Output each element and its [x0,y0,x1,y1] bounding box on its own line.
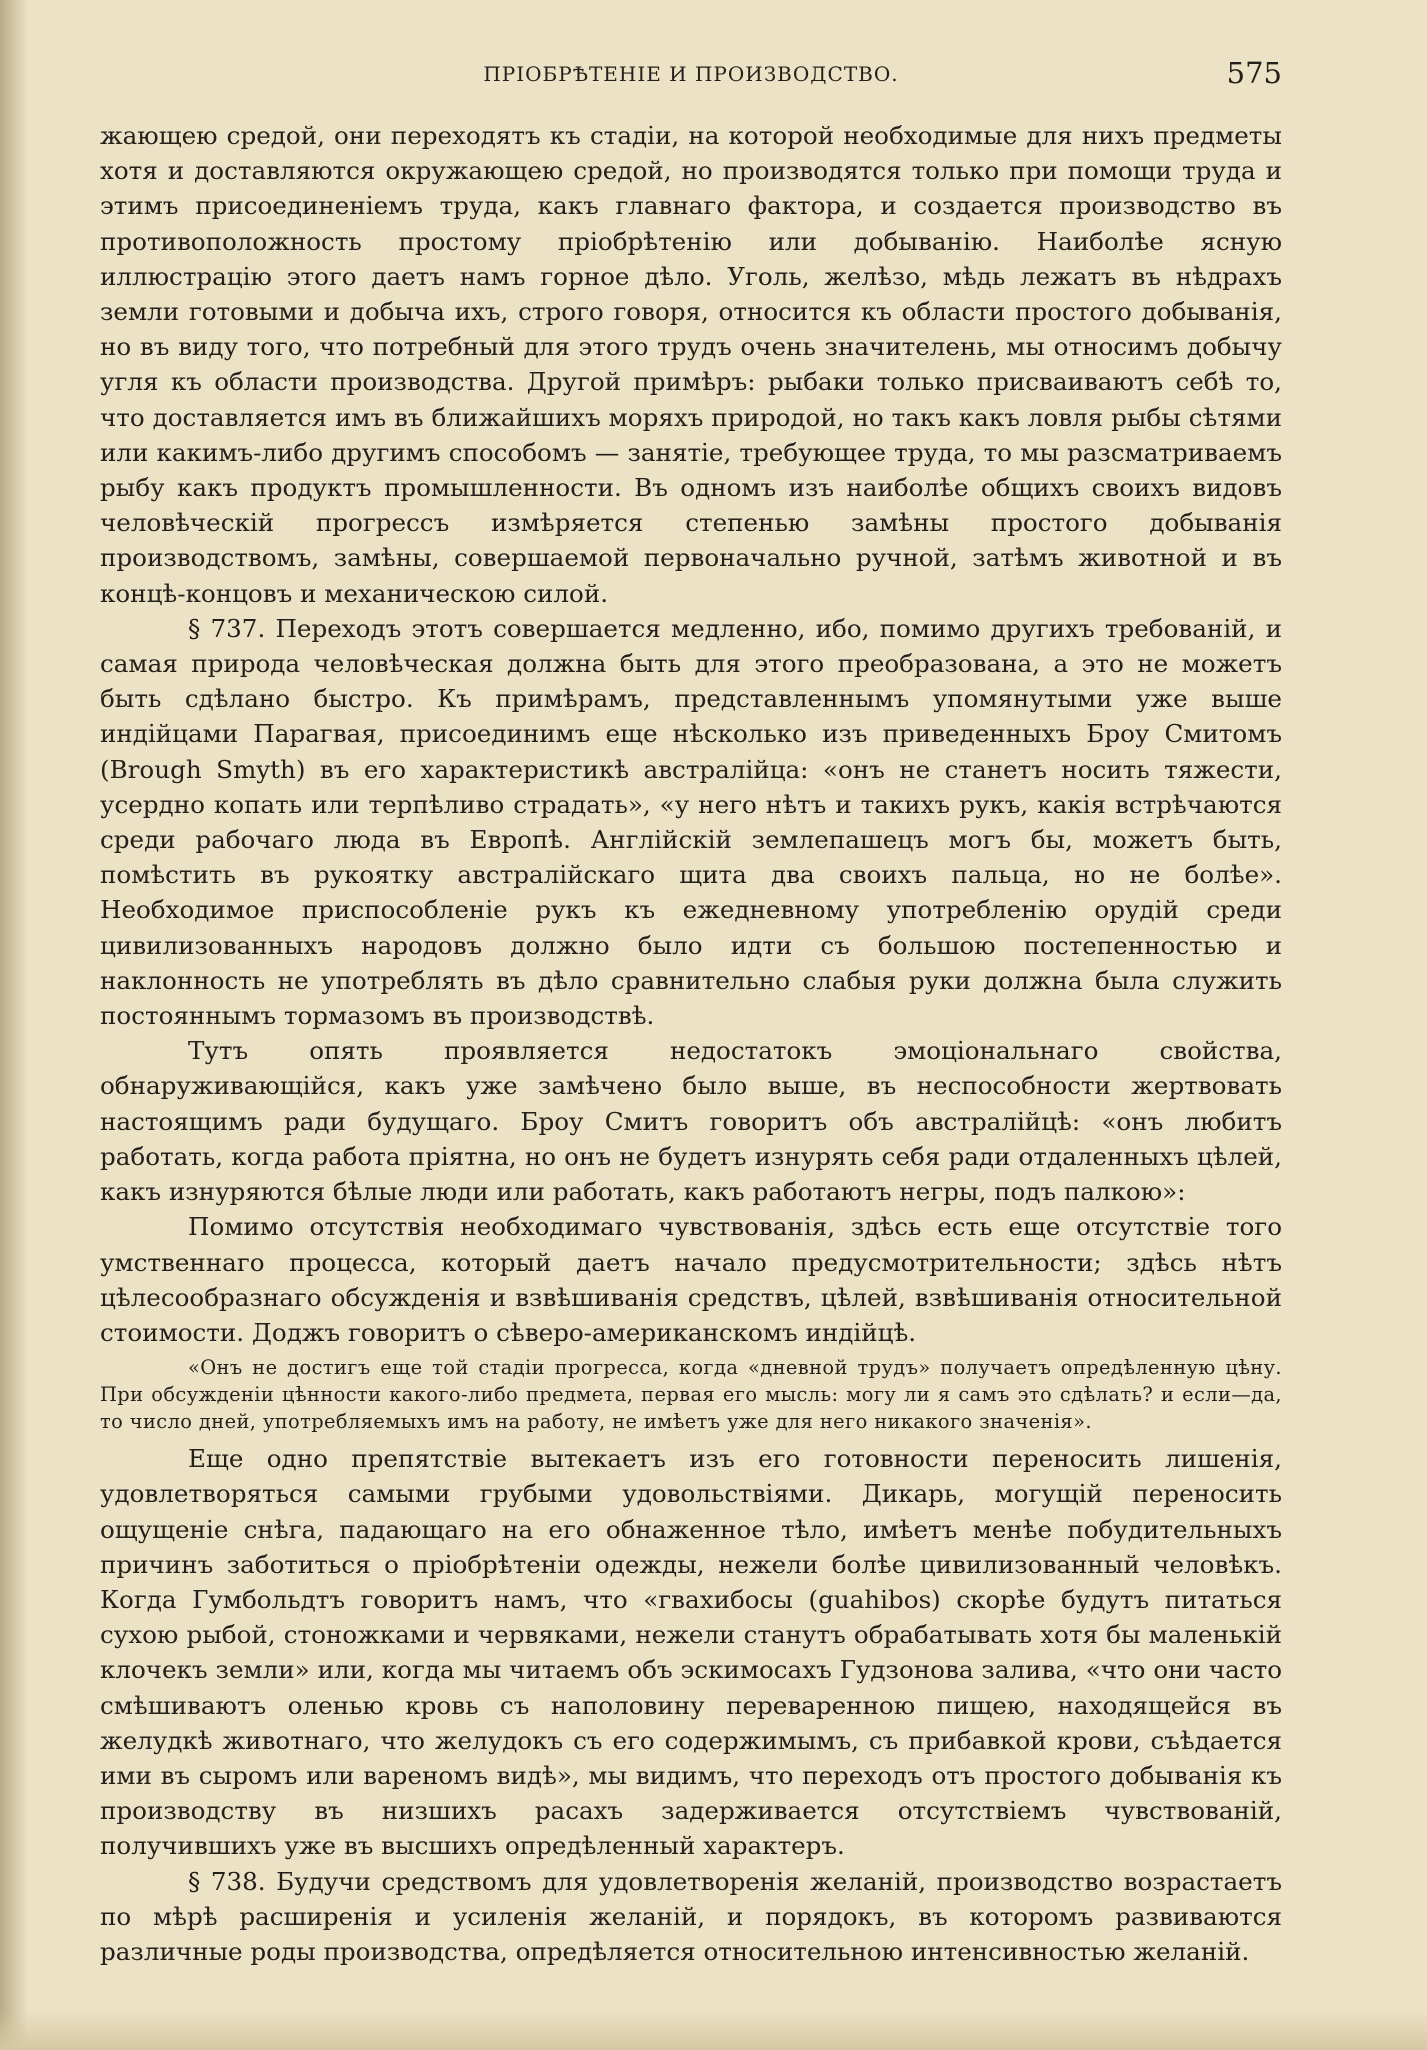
page-edge-shadow [0,0,28,2050]
page-header [100,56,1282,96]
paragraph-continuation: жающею средой, они переходятъ къ стадіи, на которой необходимые для нихъ предметы хотя и доставляются окружающею средой, но производятся только при помощи труда и этимъ присоединеніемъ труда, какъ главнаго фактора, и создается производство въ противоположность простому пріобрѣтенію или добыванію. Наиболѣе ясную иллюстрацію этого даетъ намъ горное дѣло. Уголь, желѣзо, мѣдь лежатъ въ нѣдрахъ земли готовыми и добыча ихъ, строго говоря, относится къ области простого добыванія, но въ виду того, что потребный для этого трудъ очень значителень, мы относимъ добычу угля къ области производства. Другой примѣръ: рыбаки только присваиваютъ себѣ то, что доставляется имъ въ ближайшихъ моряхъ природой, но такъ какъ ловля рыбы сѣтями или какимъ-либо другимъ способомъ — занятіе, требующее труда, то мы разсматриваемъ рыбу какъ продуктъ промышленности. Въ одномъ изъ наиболѣе общихъ своихъ видовъ человѣческій прогрессъ измѣряется степенью замѣны простого добыванія производствомъ, замѣны, совершаемой первоначально ручной, затѣмъ животной и въ концѣ-концовъ и механическою силой. [100,121,1282,608]
paragraph: Тутъ опять проявляется недостатокъ эмоціональнаго свойства, обнаруживающійся, какъ уже замѣчено было выше, въ неспособности жертвовать настоящимъ ради будущаго. Броу Смитъ говоритъ объ австралійцѣ: «онъ любитъ работать, когда работа пріятна, но онъ не будетъ изнурять себя ради отдаленныхъ цѣлей, какъ изнуряются бѣлые люди или работать, какъ работаютъ негры, подъ палкою»: [100,1036,1282,1207]
body-text [100,118,1282,1969]
block-quote: «Онъ не достигъ еще той стадіи прогресса, когда «дневной трудъ» получаетъ опредѣленную цѣну. При обсужденіи цѣнности какого-либо предмета, первая его мысль: могу ли я самъ это сдѣлать? и если—да, то число дней, употребляемыхъ имъ на работу, не имѣетъ уже для него никакого значенія». [100,1356,1282,1434]
page-bottom-shadow [0,2010,1427,2050]
running-head: ПРІОБРѢТЕНІЕ И ПРОИЗВОДСТВО. [483,62,899,86]
page-number: 575 [1226,56,1282,90]
paragraph: Помимо отсутствія необходимаго чувствованія, здѣсь есть еще отсутствіе того умственнаго процесса, который даетъ начало предусмотрительности; здѣсь нѣтъ цѣлесообразнаго обсужденія и взвѣшиванія средствъ, цѣлей, взвѣшиванія относительной стоимости. Доджъ говоритъ о сѣверо-американскомъ индійцѣ. [100,1212,1282,1347]
paragraph-section-738: § 738. Будучи средствомъ для удовлетворенія желаній, производство возрастаетъ по мѣрѣ расширенія и усиленія желаній, и порядокъ, въ которомъ развиваются различные роды производства, опредѣляется относительною интенсивностью желаній. [100,1866,1282,1966]
paragraph: Еще одно препятствіе вытекаетъ изъ его готовности переносить лишенія, удовлетворяться самыми грубыми удовольствіями. Дикарь, могущій переносить ощущеніе снѣга, падающаго на его обнаженное тѣло, имѣетъ менѣе побудительныхъ причинъ заботиться о пріобрѣтеніи одежды, нежели болѣе цивилизованный человѣкъ. Когда Гумбольдтъ говоритъ намъ, что «гвахибосы (guahibos) скорѣе будутъ питаться сухою рыбой, стоножками и червяками, нежели станутъ обрабатывать хотя бы маленькій клочекъ земли» или, когда мы читаемъ объ эскимосахъ Гудзонова залива, «что они часто смѣшиваютъ оленью кровь съ наполовину переваренною пищею, находящейся въ желудкѣ животнаго, что желудокъ съ его содержимымъ, съ прибавкой крови, съѣдается ими въ сыромъ или вареномъ видѣ», мы видимъ, что переходъ отъ простого добыванія къ производству въ низшихъ расахъ задерживается отсутствіемъ чувствованій, получившихъ уже въ высшихъ опредѣленный характеръ. [100,1444,1282,1861]
paragraph-section-737: § 737. Переходъ этотъ совершается медленно, ибо, помимо другихъ требованій, и самая природа человѣческая должна быть для этого преобразована, а это не можетъ быть сдѣлано быстро. Къ примѣрамъ, представленнымъ упомянутыми уже выше индійцами Парагвая, присоединимъ еще нѣсколько изъ приведенныхъ Броу Смитомъ (Brough Smyth) въ его характеристикѣ австралійца: «онъ не станетъ носить тяжести, усердно копать или терпѣливо страдать», «у него нѣтъ и такихъ рукъ, какія встрѣчаются среди рабочаго люда въ Европѣ. Англійскій землепашецъ могъ бы, можетъ быть, помѣстить въ рукоятку австралійскаго щита два своихъ пальца, но не болѣе». Необходимое приспособленіе рукъ къ ежедневному употребленію орудій среди цивилизованныхъ народовъ должно было идти съ большою постепенностью и наклонность не употреблять въ дѣло сравнительно слабыя руки должна была служить постояннымъ тормазомъ въ производствѣ. [100,613,1282,1031]
